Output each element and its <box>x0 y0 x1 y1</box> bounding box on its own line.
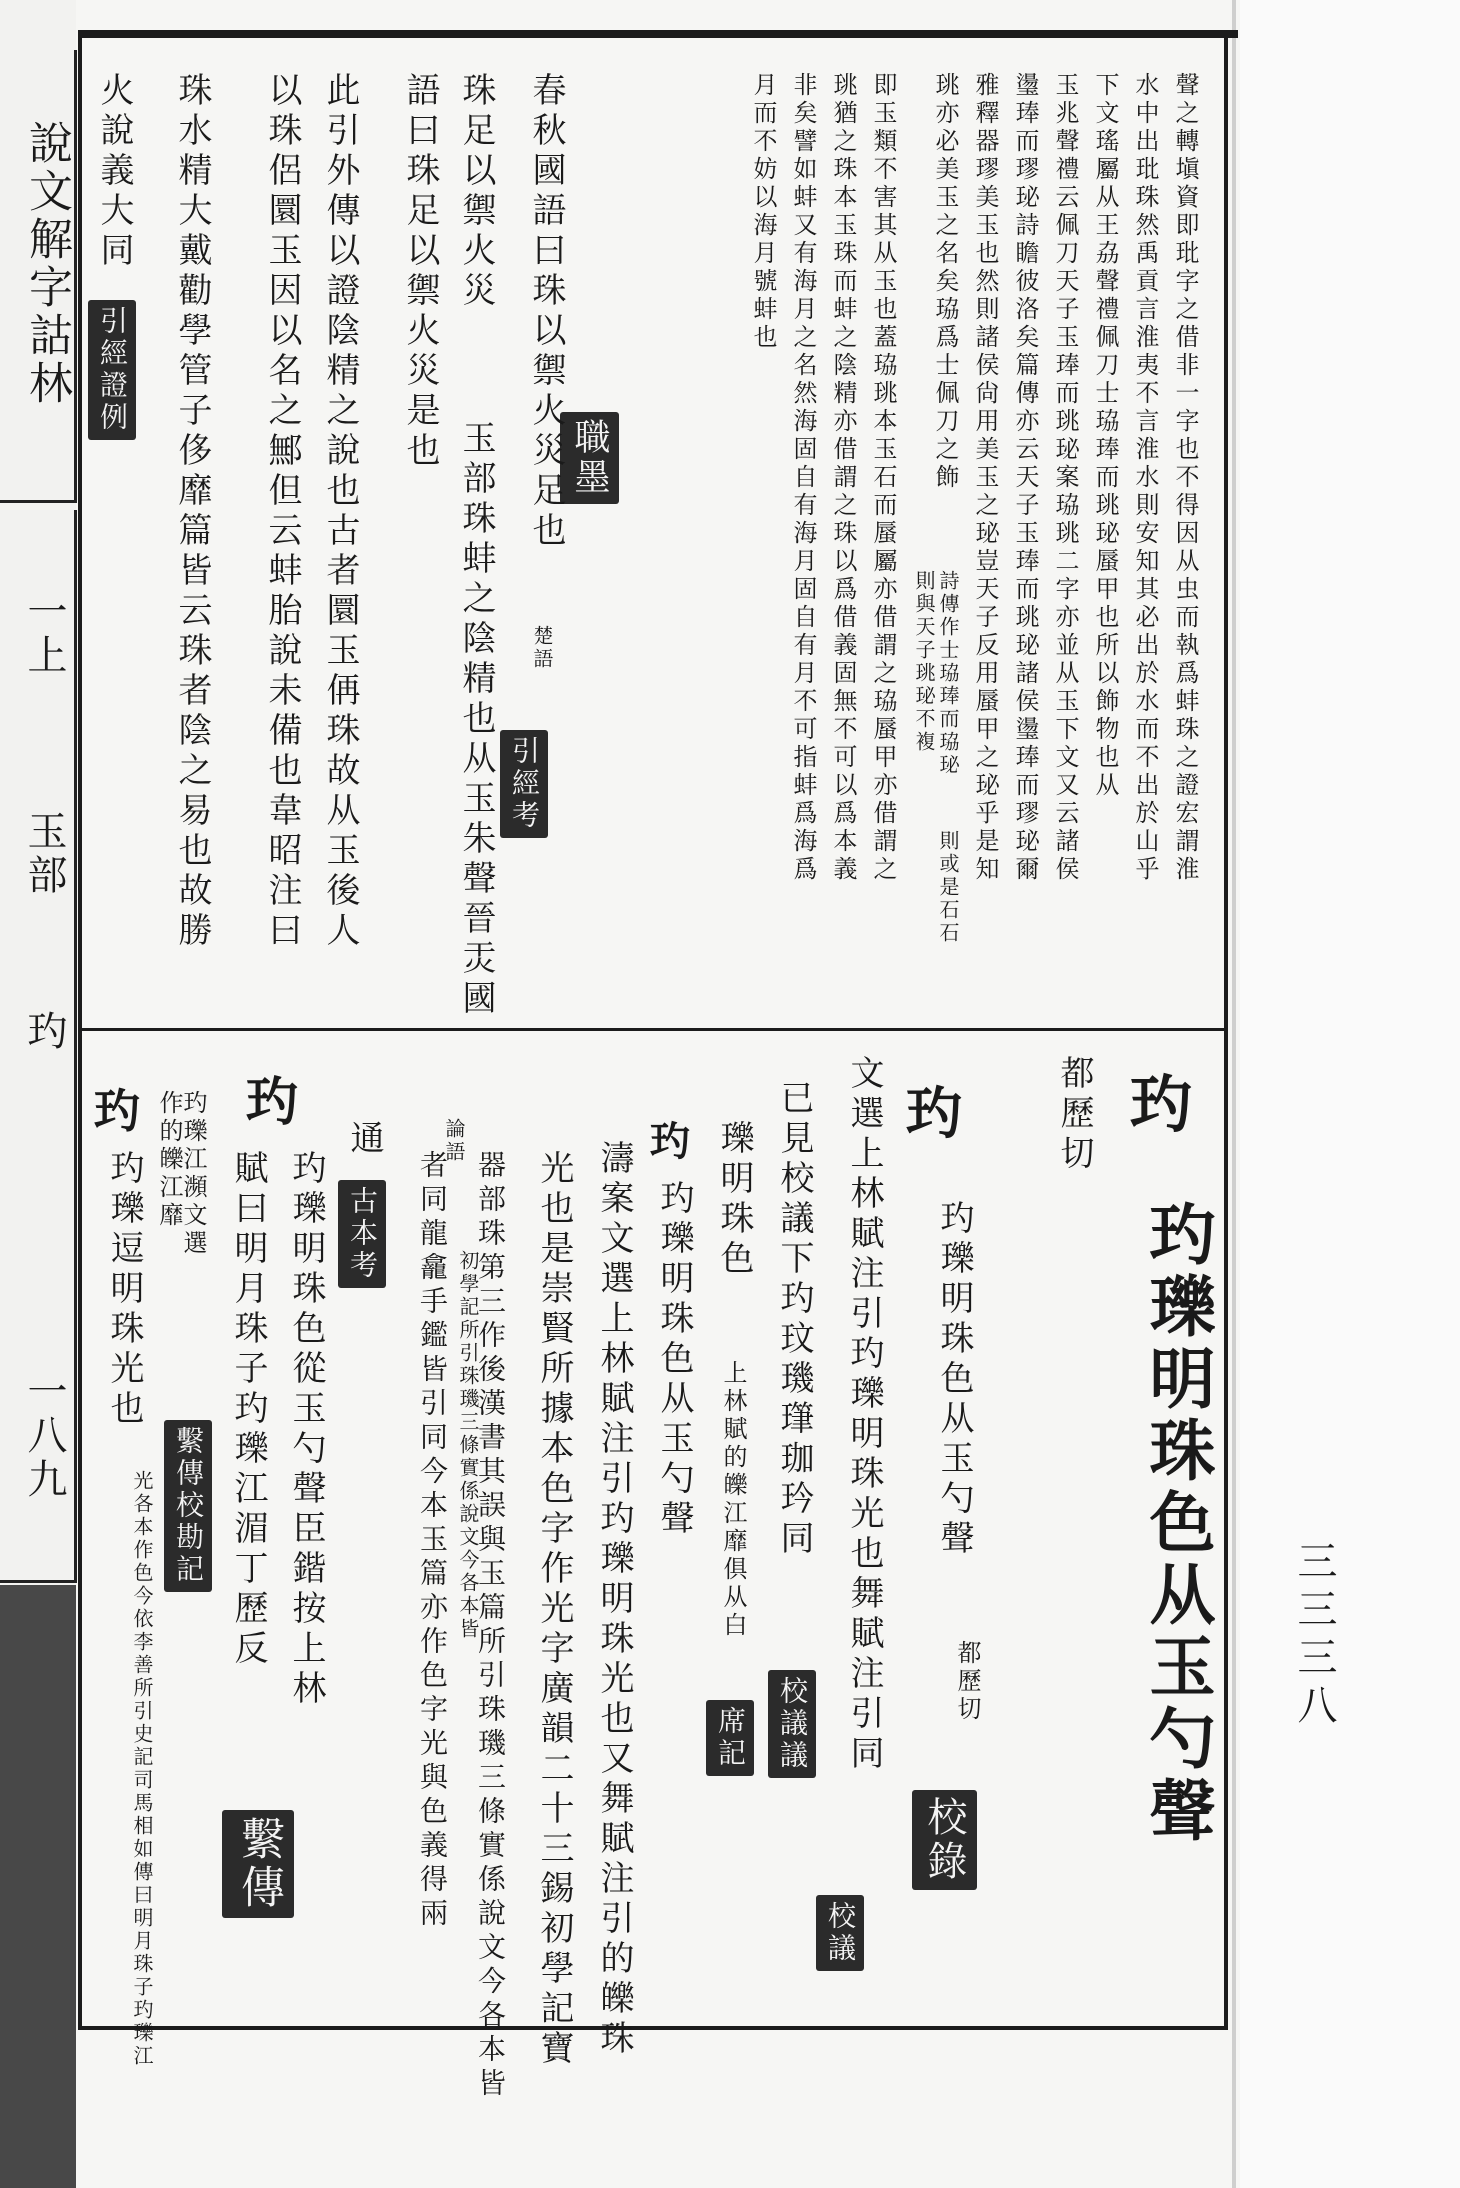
gloss-xichuan-jk-1: 玓瓅江瀕文選 <box>179 1090 207 1258</box>
tag-zhimo: 職墨 <box>560 412 619 504</box>
tag-xichuan-jiaokan: 繫傳校勘記 <box>164 1420 212 1592</box>
book-title-box <box>0 50 77 503</box>
gloss-mingzhuse-note: 上林賦的皪江靡俱从白 <box>719 1360 747 1640</box>
tag-yinjingkao: 引經考 <box>500 730 548 838</box>
gloss-glyph-line: 玓瓅明珠色从玉勺聲 <box>654 1180 694 1540</box>
upper-note-b: 則或是石石 <box>936 830 960 945</box>
book-title: 說文解字詁林 <box>21 120 72 408</box>
right-margin <box>1240 0 1460 2188</box>
upper-chuyu: 楚語 <box>530 625 554 671</box>
tag-xiji: 席記 <box>706 1700 754 1776</box>
seal-glyph-xichuan: 玓 <box>246 1072 299 1133</box>
headword-definition: 玓瓅明珠色从玉勺聲 <box>1138 1200 1216 1848</box>
section-char: 玓 <box>21 1010 67 1054</box>
seal-glyph-small: 玓 <box>650 1118 690 1165</box>
scan-dark-band <box>0 1585 76 2188</box>
gloss-yijian: 已見校議下玓玟璣㻶珈玪同 <box>774 1080 814 1560</box>
upper-col-4: 玉兆聲禮云佩刀天子玉琫而珧珌案珕珧二字亦並从玉下文又云諸侯 <box>1051 72 1079 884</box>
upper-cit-1: 此引外傳以證陰精之說也古者圜玉侢珠故从玉後人 <box>320 72 360 952</box>
upper-col-7: 珧亦必美玉之名矣珕爲士佩刀之飾 <box>931 72 959 492</box>
upper-col-6: 雅釋器璆美玉也然則諸侯尙用美玉之珌豈天子反用蜃甲之珌乎是知 <box>971 72 999 884</box>
inner-folio: 一八九 <box>21 1370 67 1502</box>
gloss-taoan-3: 器部珠第三作後漢書其誤與玉篇所引珠璣三條實係說文今各本皆 <box>474 1150 507 2102</box>
page-number: 三三三八 <box>1291 1540 1337 1732</box>
upper-col-1: 聲之轉塡資即玭字之借非一字也不得因从虫而執爲蚌珠之證宏謂淮 <box>1171 72 1199 884</box>
seal-glyph-jiaolu: 玓 <box>906 1081 962 1147</box>
gloss-taoan-1: 濤案文選上林賦注引玓瓅明珠光也又舞賦注引的皪珠 <box>594 1140 634 2060</box>
gloss-xichuan-2: 賦曰明月珠子玓瓅江湄丁歷反 <box>228 1150 268 1670</box>
upper-note-a: 詩傳作士珕琫而珕珌 <box>936 570 960 777</box>
upper-chunqiu: 春秋國語曰珠以禦火災足也 <box>526 72 566 552</box>
upper-note-c: 則與天子珧珌不複 <box>912 570 936 754</box>
section-juan: 一上 <box>21 590 67 678</box>
upper-yubu: 玉部珠蚌之陰精也从玉朱聲晉㶣國 <box>456 420 496 1020</box>
tag-gubenkao: 古本考 <box>338 1180 386 1288</box>
tag-jiaoyi: 校議 <box>816 1895 864 1971</box>
tag-jiaolu: 校錄 <box>912 1790 977 1890</box>
upper-zhuzu: 珠足以禦火災 <box>456 72 496 312</box>
gloss-xichuan-1: 玓瓅明珠色從玉勺聲臣鍇按上林 <box>286 1150 326 1710</box>
upper-col-11: 月而不妨以海月號蚌也 <box>749 72 777 352</box>
gloss-last-note: 光各本作色今依李善所引史記司馬相如傳曰明月珠子玓瓅江 <box>130 1470 154 2068</box>
upper-col-2: 水中出玭珠然禹貢言淮夷不言淮水則安知其必出於水而不出於山乎 <box>1131 72 1159 884</box>
section-divider <box>82 1028 1224 1031</box>
gloss-taoan-2: 光也是崇賢所據本色字作光字廣韻二十三錫初學記寶 <box>534 1150 574 2070</box>
upper-col-10: 非矣譬如蚌又有海月之名然海固自有海月固自有月不可指蚌爲海爲 <box>789 72 817 884</box>
upper-cit-4: 火說義大同 <box>94 72 134 272</box>
upper-col-9: 珧猶之珠本玉珠而蚌之陰精亦借謂之珠以爲借義固無不可以爲本義 <box>829 72 857 884</box>
section-box <box>0 510 77 1583</box>
tag-xichuan: 繫傳 <box>222 1810 294 1918</box>
upper-cit-2: 以珠侶圜玉因以名之鄦但云蚌胎說未備也韋昭注曰 <box>262 72 302 952</box>
upper-cit-3: 珠水精大戴勸學管子侈靡篇皆云珠者陰之易也故勝 <box>172 72 212 952</box>
seal-glyph-last: 玓 <box>94 1084 140 1138</box>
upper-yuyue: 語曰珠足以禦火災是也 <box>400 72 440 472</box>
left-margin-strip <box>0 0 76 2188</box>
seal-glyph-headword: 玓 <box>1130 1068 1193 1141</box>
upper-col-3: 下文瑤屬从王劦聲禮佩刀士珕琫而珧珌蜃甲也所以飾物也从 <box>1091 72 1119 800</box>
gloss-jiaolu-fanqie: 都歷切 <box>953 1640 981 1724</box>
upper-col-5: 璗琫而璆珌詩瞻彼洛矣篇傳亦云天子玉琫而珧珌諸侯璗琫而璆珌爾 <box>1011 72 1039 884</box>
gloss-mingzhuse: 瓅明珠色 <box>714 1120 754 1280</box>
headword-fanqie: 都歷切 <box>1054 1055 1094 1175</box>
gloss-jiaolu: 玓瓅明珠色从玉勺聲 <box>934 1200 974 1560</box>
section-radical: 玉部 <box>21 810 67 898</box>
gloss-taoan-3-note: 初學記所引珠璣三條實係說文今各本皆 <box>456 1250 480 1641</box>
gloss-taoan-4-note: 論語 <box>442 1118 466 1164</box>
upper-col-8: 即玉類不害其从玉也蓋珕珧本玉石而蜃屬亦借謂之珕蜃甲亦借謂之 <box>869 72 897 884</box>
gloss-tong: 通 <box>344 1120 384 1160</box>
tag-jiaoyi-2: 校議議 <box>768 1670 816 1778</box>
gloss-taoan-4: 者同龍龕手鑑皆引同今本玉篇亦作色字光與色義得兩 <box>416 1150 449 1932</box>
tag-yinjingzhengli: 引經證例 <box>88 300 136 440</box>
gloss-wenxuan: 文選上林賦注引玓瓅明珠光也舞賦注引同 <box>844 1055 884 1775</box>
gloss-last: 玓瓅逗明珠光也 <box>104 1150 144 1430</box>
page-edge <box>1232 0 1236 2188</box>
gloss-xichuan-jk-2: 作的皪江靡 <box>155 1090 183 1230</box>
